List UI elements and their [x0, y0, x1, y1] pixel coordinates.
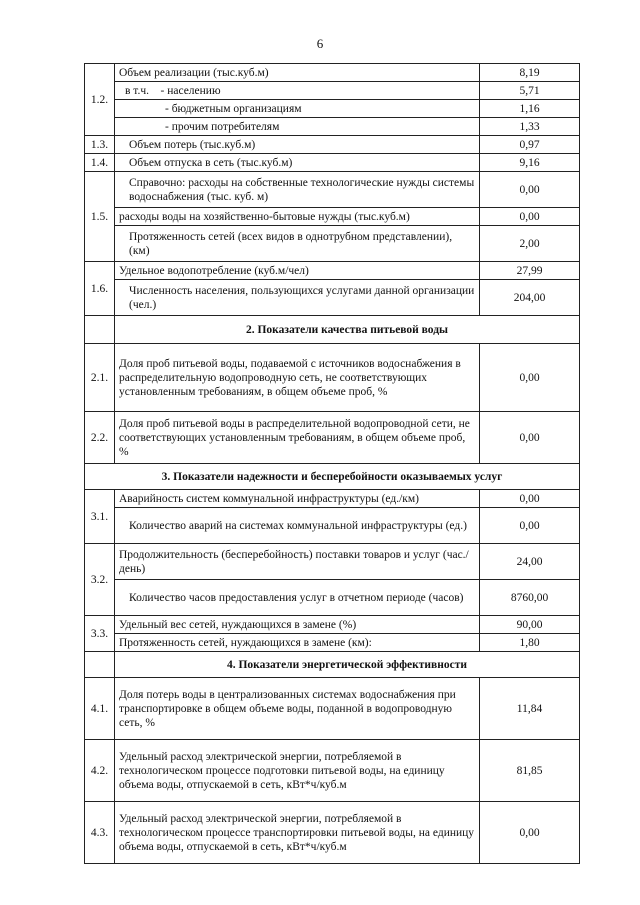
- row-number: 1.3.: [85, 136, 115, 154]
- row-label: - бюджетным организациям: [115, 100, 480, 118]
- table-row: [85, 262, 580, 280]
- row-value: 0,97: [480, 136, 580, 154]
- table-row: [85, 208, 580, 226]
- section-title: 4. Показатели энергетической эффективности: [115, 652, 580, 678]
- row-label: Количество часов предоставления услуг в отчетном периоде (часов): [115, 580, 480, 616]
- row-number: 1.5.: [85, 172, 115, 262]
- row-label: Численность населения, пользующихся услугами данной организации (чел.): [115, 280, 480, 316]
- row-number: 2.1.: [85, 344, 115, 412]
- table-row: [85, 226, 580, 262]
- table-row: [85, 412, 580, 464]
- table-row: [85, 544, 580, 580]
- table-row: [85, 802, 580, 864]
- section-title: 2. Показатели качества питьевой воды: [115, 316, 580, 344]
- row-value: 0,00: [480, 172, 580, 208]
- row-number: 3.3.: [85, 616, 115, 652]
- section-header-row: [85, 464, 580, 490]
- table-row: [85, 634, 580, 652]
- row-label: Доля потерь воды в централизованных системах водоснабжения при транспортировке в общем объеме воды, поданной в водопроводную сеть, %: [115, 678, 480, 740]
- row-label: Доля проб питьевой воды в распределительной водопроводной сети, не соответствующих установленным требованиям, в общем объеме проб, %: [115, 412, 480, 464]
- table-row: [85, 508, 580, 544]
- row-value: 0,00: [480, 490, 580, 508]
- table-row: [85, 100, 580, 118]
- table-row: [85, 172, 580, 208]
- row-label: Протяженность сетей (всех видов в однотрубном представлении), (км): [115, 226, 480, 262]
- page-number: 6: [316, 36, 324, 51]
- table-row: [85, 64, 580, 82]
- row-value: 0,00: [480, 208, 580, 226]
- row-number: 3.2.: [85, 544, 115, 616]
- row-value: 27,99: [480, 262, 580, 280]
- row-label: Продолжительность (бесперебойность) поставки товаров и услуг (час./день): [115, 544, 480, 580]
- row-label: Объем потерь (тыс.куб.м): [115, 136, 480, 154]
- row-value: 5,71: [480, 82, 580, 100]
- row-value: 0,00: [480, 344, 580, 412]
- row-label: Удельный расход электрической энергии, потребляемой в технологическом процессе транспортировки питьевой воды, на единицу объема воды, отпускаемой в сеть, кВт*ч/куб.м: [115, 802, 480, 864]
- section-header-row: [85, 652, 580, 678]
- table-row: [85, 678, 580, 740]
- row-value: 0,00: [480, 802, 580, 864]
- row-label: Количество аварий на системах коммунальной инфраструктуры (ед.): [115, 508, 480, 544]
- row-label: в т.ч. - населению: [115, 82, 480, 100]
- row-value: 8,19: [480, 64, 580, 82]
- section-header-row: [85, 316, 580, 344]
- row-number: 1.4.: [85, 154, 115, 172]
- row-number: 3.1.: [85, 490, 115, 544]
- row-label: Удельный расход электрической энергии, потребляемой в технологическом процессе подготовки питьевой воды, на единицу объема воды, отпускаемой в сеть, кВт*ч/куб.м: [115, 740, 480, 802]
- table-row: [85, 740, 580, 802]
- row-value: 90,00: [480, 616, 580, 634]
- table-row: [85, 490, 580, 508]
- row-value: 11,84: [480, 678, 580, 740]
- section-title: 3. Показатели надежности и бесперебойности оказываемых услуг: [85, 464, 580, 490]
- row-value: 0,00: [480, 412, 580, 464]
- table-row: [85, 118, 580, 136]
- row-label: Удельное водопотребление (куб.м/чел): [115, 262, 480, 280]
- row-number: 4.3.: [85, 802, 115, 864]
- row-number: 4.2.: [85, 740, 115, 802]
- indicators-table: [84, 63, 580, 864]
- table-row: [85, 154, 580, 172]
- table-row: [85, 616, 580, 634]
- row-value: 24,00: [480, 544, 580, 580]
- row-value: 0,00: [480, 508, 580, 544]
- row-value: 1,33: [480, 118, 580, 136]
- row-value: 1,80: [480, 634, 580, 652]
- row-value: 81,85: [480, 740, 580, 802]
- row-label: Аварийность систем коммунальной инфраструктуры (ед./км): [115, 490, 480, 508]
- row-label: Протяженность сетей, нуждающихся в замене (км):: [115, 634, 480, 652]
- table-row: [85, 82, 580, 100]
- row-number: 4.1.: [85, 678, 115, 740]
- row-label: Объем отпуска в сеть (тыс.куб.м): [115, 154, 480, 172]
- row-label: Объем реализации (тыс.куб.м): [115, 64, 480, 82]
- row-value: 9,16: [480, 154, 580, 172]
- row-value: 8760,00: [480, 580, 580, 616]
- row-label: Доля проб питьевой воды, подаваемой с источников водоснабжения в распределительную водопроводную сеть, не соответствующих установленным требованиям, в общем объеме проб, %: [115, 344, 480, 412]
- row-label: - прочим потребителям: [115, 118, 480, 136]
- row-value: 1,16: [480, 100, 580, 118]
- row-label: Справочно: расходы на собственные технологические нужды системы водоснабжения (тыс. куб. м): [115, 172, 480, 208]
- row-number: 2.2.: [85, 412, 115, 464]
- table-row: [85, 280, 580, 316]
- row-number: 1.2.: [85, 64, 115, 136]
- row-label: Удельный вес сетей, нуждающихся в замене (%): [115, 616, 480, 634]
- table-row: [85, 344, 580, 412]
- table-row: [85, 136, 580, 154]
- row-number: 1.6.: [85, 262, 115, 316]
- row-label: расходы воды на хозяйственно-бытовые нужды (тыс.куб.м): [115, 208, 480, 226]
- table-row: [85, 580, 580, 616]
- row-value: 204,00: [480, 280, 580, 316]
- row-value: 2,00: [480, 226, 580, 262]
